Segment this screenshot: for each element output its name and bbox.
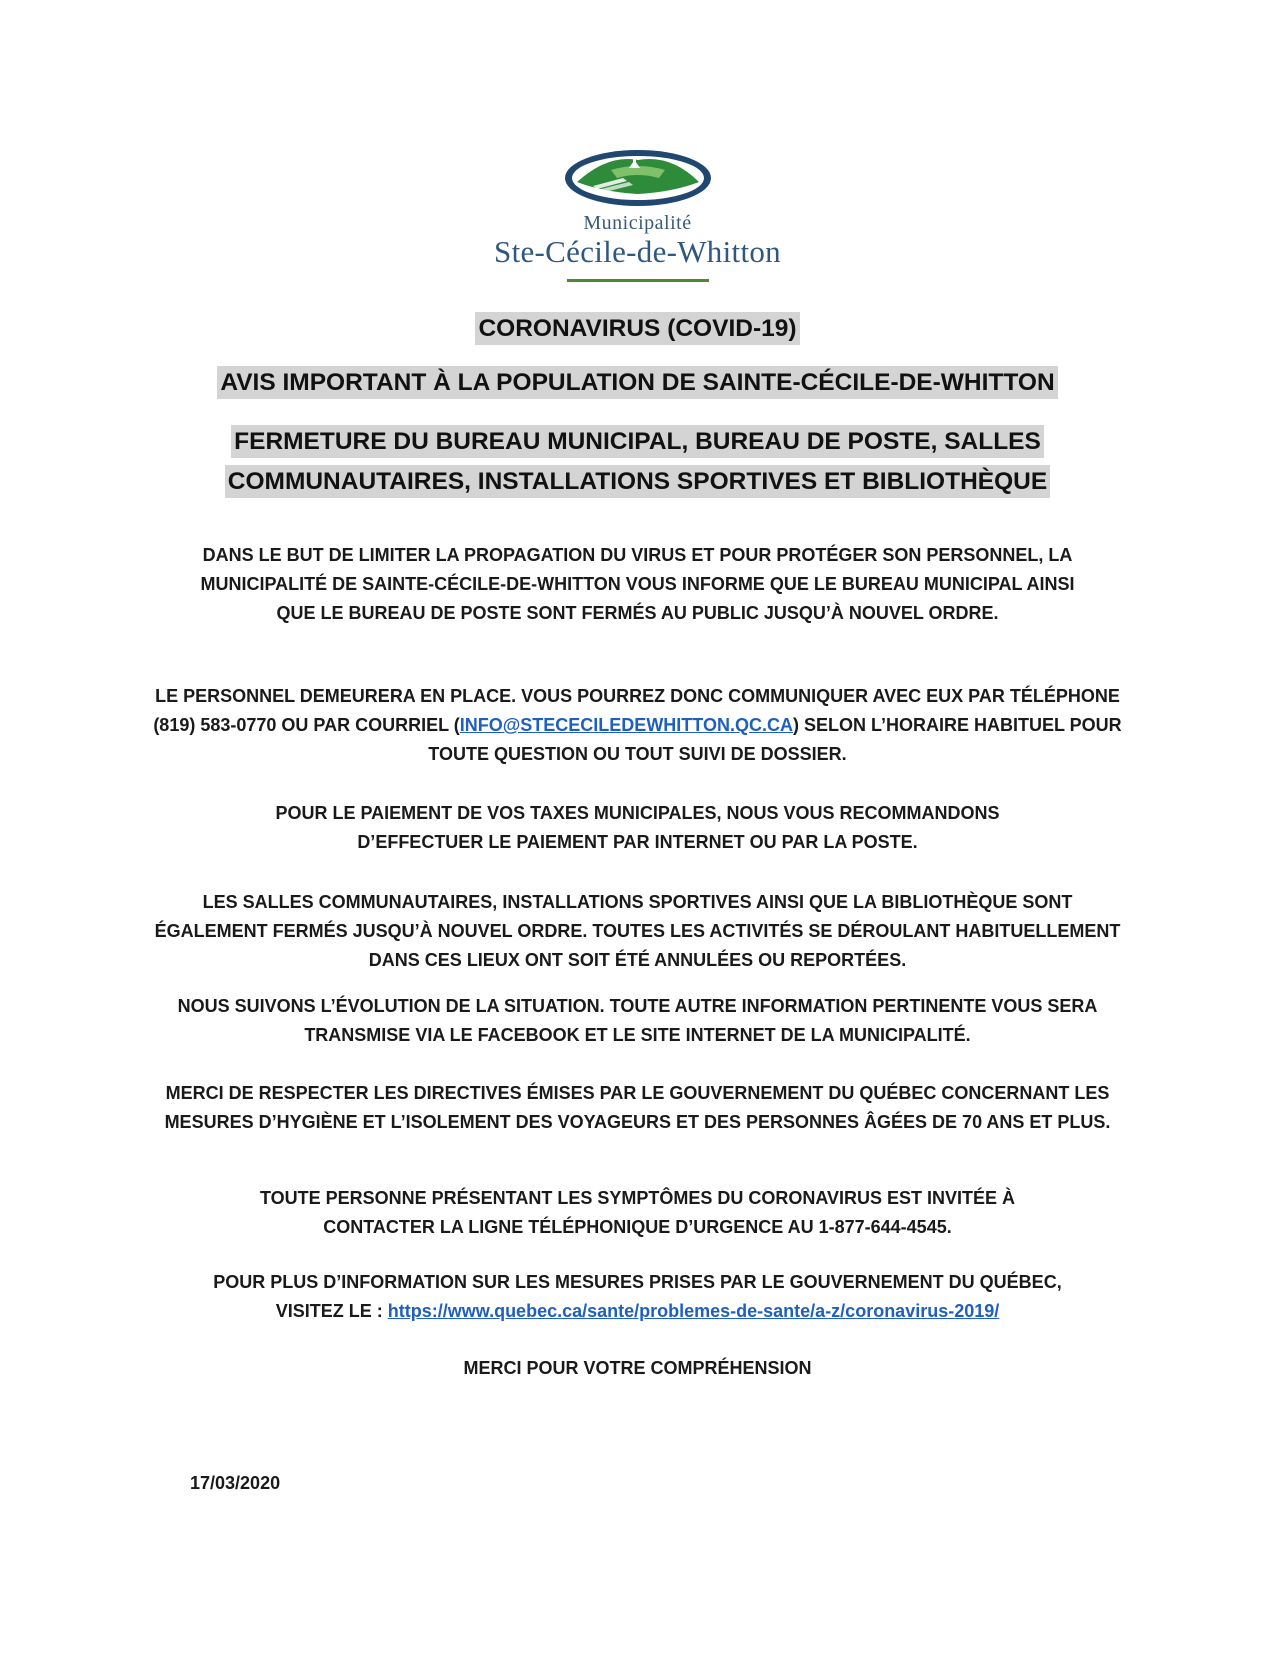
email-link[interactable]: INFO@STECECILEDEWHITTON.QC.CA bbox=[459, 715, 793, 735]
paragraph-facilities: LES SALLES COMMUNAUTAIRES, INSTALLATIONS SPORTIVES AINSI QUE LA BIBLIOTHÈQUE SONT ÉGALEMENT FERMÉS JUSQU’À NOUVEL ORDRE. TOUTES LES ACTIVITÉS SE DÉROULANT HABITUELLEMENT DANS CES LIEUX ONT SOIT ÉTÉ ANNULÉES OU REPORTÉES. bbox=[154, 892, 1121, 970]
paragraph-situation: NOUS SUIVONS L’ÉVOLUTION DE LA SITUATION. TOUTE AUTRE INFORMATION PERTINENTE VOUS SERA TRANSMISE VIA LE FACEBOOK ET LE SITE INTERNET DE LA MUNICIPALITÉ. bbox=[177, 996, 1098, 1045]
logo-subtitle: Municipalité bbox=[583, 212, 692, 234]
more-info-line1: POUR PLUS D’INFORMATION SUR LES MESURES PRISES PAR LE GOUVERNEMENT DU QUÉBEC, bbox=[213, 1272, 1062, 1292]
heading-notice bbox=[0, 364, 1275, 402]
paragraph-taxes: POUR LE PAIEMENT DE VOS TAXES MUNICIPALES, NOUS VOUS RECOMMANDONS D’EFFECTUER LE PAIEMENT PAR INTERNET OU PAR LA POSTE. bbox=[275, 803, 1000, 852]
municipality-logo bbox=[460, 148, 815, 282]
heading-notice-text: AVIS IMPORTANT À LA POPULATION DE SAINTE-CÉCILE-DE-WHITTON bbox=[217, 366, 1057, 399]
quebec-info-link[interactable]: https://www.quebec.ca/sante/problemes-de-sante/a-z/coronavirus-2019/ bbox=[387, 1301, 1000, 1321]
logo-divider bbox=[567, 279, 709, 282]
logo-emblem-icon bbox=[563, 148, 713, 208]
paragraph-thanks: MERCI POUR VOTRE COMPRÉHENSION bbox=[463, 1358, 812, 1378]
staff-contact-text-start: LE PERSONNEL DEMEURERA EN PLACE. VOUS POURREZ DONC COMMUNIQUER AVEC EUX PAR TÉLÉPHONE (819) 583-0770 OU PAR COURRIEL ( bbox=[153, 686, 1120, 735]
heading-covid-text: CORONAVIRUS (COVID-19) bbox=[475, 312, 799, 345]
staff-contact-text-end: ) SELON L’HORAIRE HABITUEL POUR TOUTE QUESTION OU TOUT SUIVI DE DOSSIER. bbox=[428, 715, 1122, 764]
heading-closure-line1: FERMETURE DU BUREAU MUNICIPAL, BUREAU DE POSTE, SALLES bbox=[231, 425, 1044, 458]
paragraph-more-info bbox=[150, 1268, 1125, 1326]
paragraph-directives: MERCI DE RESPECTER LES DIRECTIVES ÉMISES PAR LE GOUVERNEMENT DU QUÉBEC CONCERNANT LES MESURES D’HYGIÈNE ET L’ISOLEMENT DES VOYAGEURS ET DES PERSONNES ÂGÉES DE 70 ANS ET PLUS. bbox=[164, 1083, 1111, 1132]
heading-closure-line2: COMMUNAUTAIRES, INSTALLATIONS SPORTIVES ET BIBLIOTHÈQUE bbox=[225, 465, 1050, 498]
notice-date: 17/03/2020 bbox=[190, 1473, 281, 1493]
paragraph-closure-notice: DANS LE BUT DE LIMITER LA PROPAGATION DU VIRUS ET POUR PROTÉGER SON PERSONNEL, LA MUNICIPALITÉ DE SAINTE-CÉCILE-DE-WHITTON VOUS INFORME QUE LE BUREAU MUNICIPAL AINSI QUE LE BUREAU DE POSTE SONT FERMÉS AU PUBLIC JUSQU’À NOUVEL ORDRE. bbox=[200, 545, 1075, 623]
paragraph-symptoms: TOUTE PERSONNE PRÉSENTANT LES SYMPTÔMES DU CORONAVIRUS EST INVITÉE À CONTACTER LA LIGNE TÉLÉPHONIQUE D’URGENCE AU 1-877-644-4545. bbox=[259, 1188, 1016, 1237]
logo-name: Ste-Cécile-de-Whitton bbox=[494, 234, 781, 269]
heading-covid bbox=[0, 310, 1275, 348]
heading-closure bbox=[0, 422, 1275, 502]
more-info-prefix: VISITEZ LE : bbox=[275, 1301, 388, 1321]
paragraph-staff-contact bbox=[150, 682, 1125, 769]
